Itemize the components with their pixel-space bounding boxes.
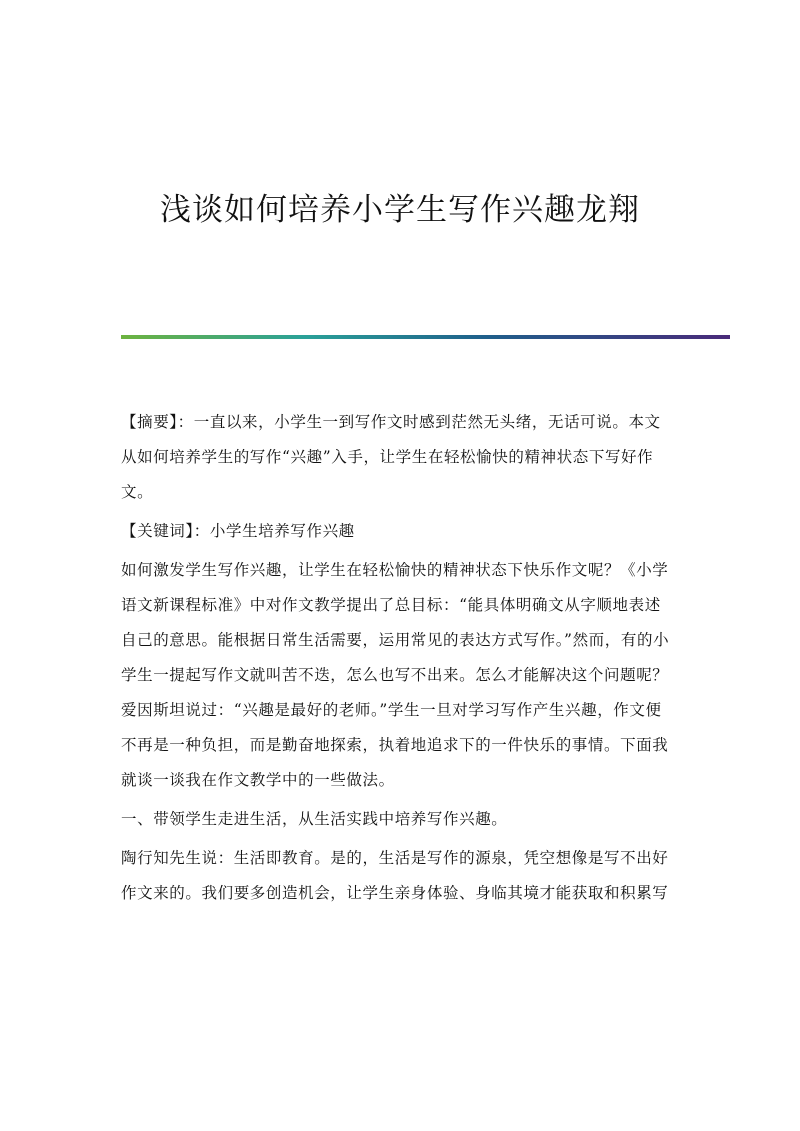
- body-paragraph-2: 陶行知先生说：生活即教育。是的，生活是写作的源泉，凭空想像是写不出好作文来的。我们要多创造机会，让学生亲身体验、身临其境才能获取和积累写: [121, 849, 669, 902]
- section-heading-1: 一、带领学生走进生活，从生活实践中培养写作兴趣。: [121, 810, 508, 828]
- gradient-divider: [121, 335, 730, 339]
- keywords-text: ：小学生培养写作兴趣: [193, 522, 355, 540]
- keywords-paragraph: [121, 514, 671, 549]
- keywords-label: 【关键词】: [121, 522, 194, 540]
- abstract-paragraph: [121, 405, 671, 510]
- document-body: [121, 405, 671, 911]
- abstract-text: ：一直以来，小学生一到写作文时感到茫然无头绪，无话可说。本文从如何培养学生的写作“兴趣”入手，让学生在轻松愉快的精神状态下写好作文。: [121, 413, 661, 501]
- body-paragraph-1: 如何激发学生写作兴趣，让学生在轻松愉快的精神状态下快乐作文呢？《小学语文新课程标准》中对作文教学提出了总目标：“能具体明确文从字顺地表述自己的意思。能根据日常生活需要，运用常见的表达方式写作。”然而，有的小学生一提起写作文就叫苦不迭，怎么也写不出来。怎么才能解决这个问题呢？爱因斯坦说过：“兴趣是最好的老师。”学生一旦对学习写作产生兴趣，作文便不再是一种负担，而是勤奋地探索，执着地追求下的一件快乐的事情。下面我就谈一谈我在作文教学中的一些做法。: [121, 561, 670, 789]
- document-title: 浅谈如何培养小学生写作兴趣龙翔: [160, 192, 640, 228]
- abstract-label: 【摘要】: [121, 413, 178, 431]
